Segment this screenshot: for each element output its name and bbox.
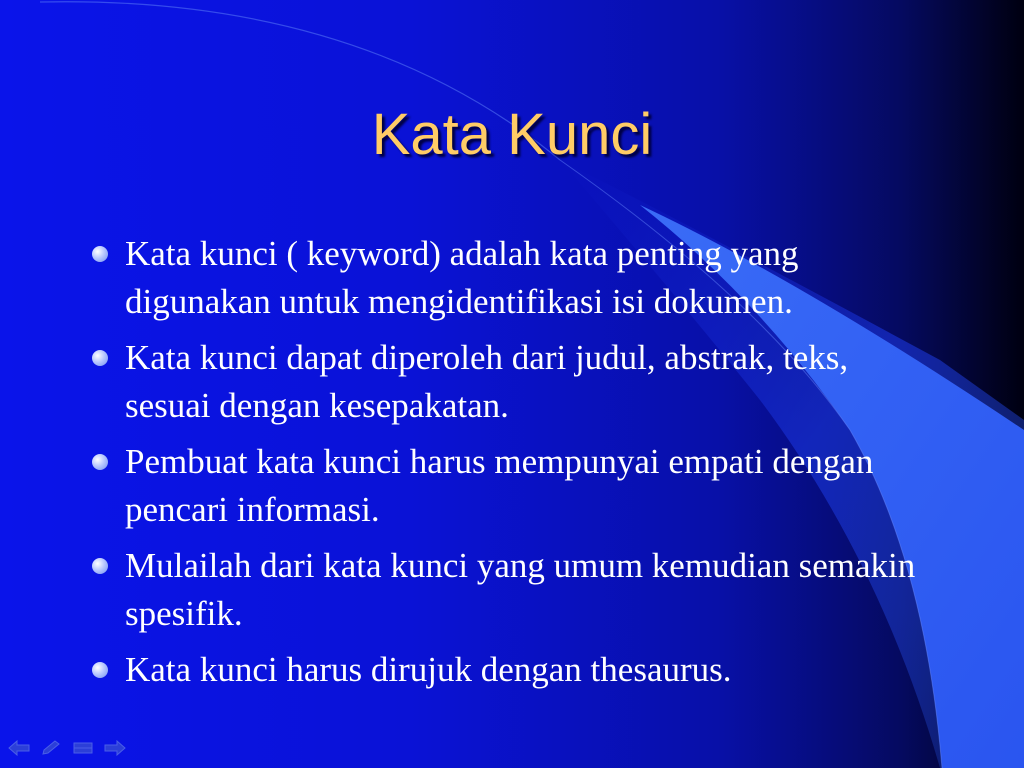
bullet-list xyxy=(90,230,920,702)
bullet-text: Kata kunci ( keyword) adalah kata penting yang digunakan untuk mengidentifikasi isi dokumen. xyxy=(125,234,799,321)
bullet-dot-icon xyxy=(92,246,108,262)
bullet-text: Pembuat kata kunci harus mempunyai empati dengan pencari informasi. xyxy=(125,442,874,529)
bullet-dot-icon xyxy=(92,558,108,574)
arrow-right-icon xyxy=(104,740,126,756)
bullet-item xyxy=(90,230,920,326)
arrow-left-icon xyxy=(8,740,30,756)
pen-tool-button[interactable] xyxy=(38,738,64,758)
pen-icon xyxy=(40,740,62,756)
slide-navigation xyxy=(6,738,128,758)
bullet-item xyxy=(90,438,920,534)
bullet-text: Kata kunci dapat diperoleh dari judul, abstrak, teks, sesuai dengan kesepakatan. xyxy=(125,338,849,425)
bullet-item xyxy=(90,646,920,694)
bullet-dot-icon xyxy=(92,350,108,366)
menu-icon xyxy=(72,740,94,756)
slide-menu-button[interactable] xyxy=(70,738,96,758)
bullet-item xyxy=(90,542,920,638)
previous-slide-button[interactable] xyxy=(6,738,32,758)
bullet-dot-icon xyxy=(92,454,108,470)
slide-title: Kata Kunci xyxy=(371,102,653,167)
bullet-text: Kata kunci harus dirujuk dengan thesaurus. xyxy=(125,650,732,689)
next-slide-button[interactable] xyxy=(102,738,128,758)
bullet-text: Mulailah dari kata kunci yang umum kemudian semakin spesifik. xyxy=(125,546,916,633)
bullet-dot-icon xyxy=(92,662,108,678)
bullet-item xyxy=(90,334,920,430)
